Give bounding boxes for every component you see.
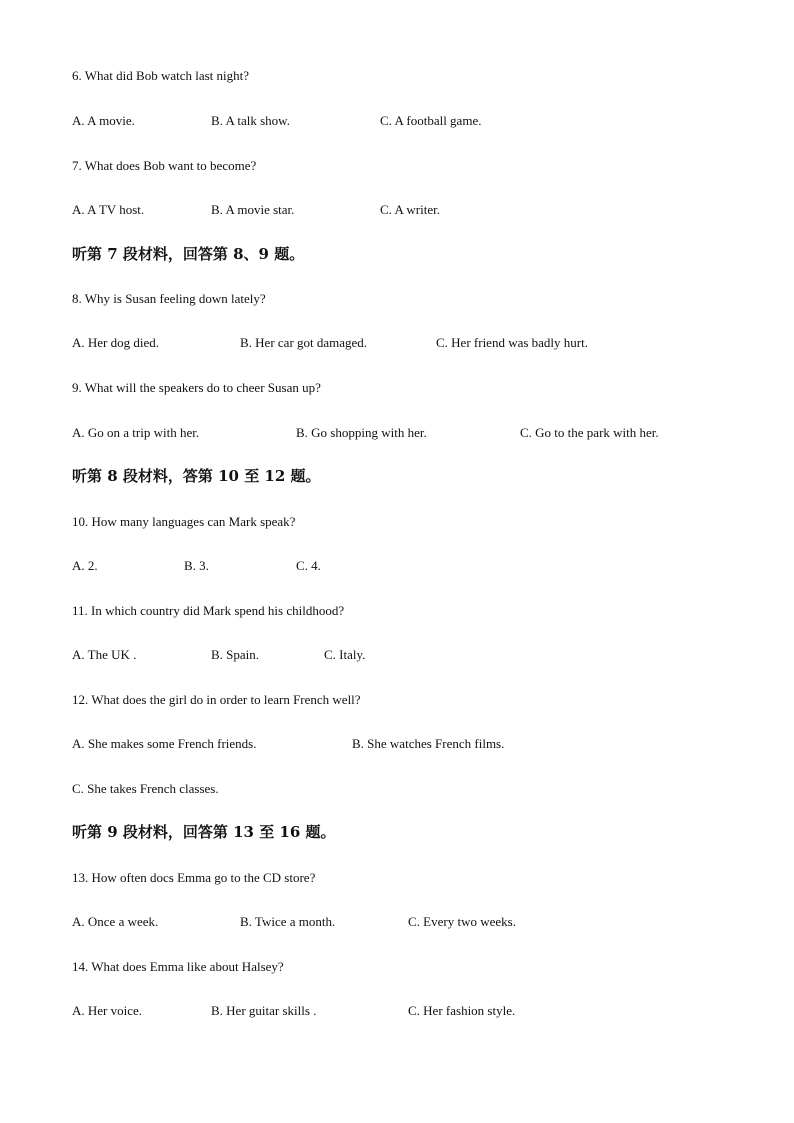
q14-option-b: B. Her guitar skills . [211,1003,317,1018]
question-6: 6. What did Bob watch last night? [72,68,250,83]
question-9: 9. What will the speakers do to cheer Susan up? [72,380,321,395]
q10-option-a: A. 2. [72,558,98,573]
q12-option-c: C. She takes French classes. [72,781,219,796]
question-11: 11. In which country did Mark spend his childhood? [72,603,345,618]
q9-option-c: C. Go to the park with her. [520,425,659,440]
question-8: 8. Why is Susan feeling down lately? [72,291,266,306]
q9-option-b: B. Go shopping with her. [296,425,427,440]
q9-option-a: A. Go on a trip with her. [72,425,200,440]
q8-option-c: C. Her friend was badly hurt. [436,335,588,350]
q7-option-b: B. A movie star. [211,202,295,217]
question-13: 13. How often docs Emma go to the CD store? [72,870,316,885]
question-10: 10. How many languages can Mark speak? [72,514,296,529]
q8-option-b: B. Her car got damaged. [240,335,368,350]
q6-option-c: C. A football game. [380,113,482,128]
q11-option-b: B. Spain. [211,647,260,662]
section-heading-9: 听第 9 段材料，回答第 13 至 16 题。 [72,823,336,841]
q11-option-a: A. The UK . [72,647,137,662]
q6-option-a: A. A movie. [72,113,135,128]
q11-option-c: C. Italy. [324,647,366,662]
question-7: 7. What does Bob want to become? [72,158,257,173]
q6-option-b: B. A talk show. [211,113,290,128]
q13-option-b: B. Twice a month. [240,914,336,929]
q7-option-c: C. A writer. [380,202,440,217]
question-12: 12. What does the girl do in order to learn French well? [72,692,361,707]
q12-option-b: B. She watches French films. [352,736,505,751]
q14-option-a: A. Her voice. [72,1003,143,1018]
q10-option-c: C. 4. [296,558,321,573]
section-heading-8: 听第 8 段材料，答第 10 至 12 题。 [72,467,321,485]
question-14: 14. What does Emma like about Halsey? [72,959,284,974]
q10-option-b: B. 3. [184,558,209,573]
q7-option-a: A. A TV host. [72,202,145,217]
q8-option-a: A. Her dog died. [72,335,160,350]
q14-option-c: C. Her fashion style. [408,1003,516,1018]
q13-option-a: A. Once a week. [72,914,159,929]
section-heading-7: 听第 7 段材料，回答第 8、9 题。 [72,245,305,263]
q13-option-c: C. Every two weeks. [408,914,516,929]
q12-option-a: A. She makes some French friends. [72,736,257,751]
